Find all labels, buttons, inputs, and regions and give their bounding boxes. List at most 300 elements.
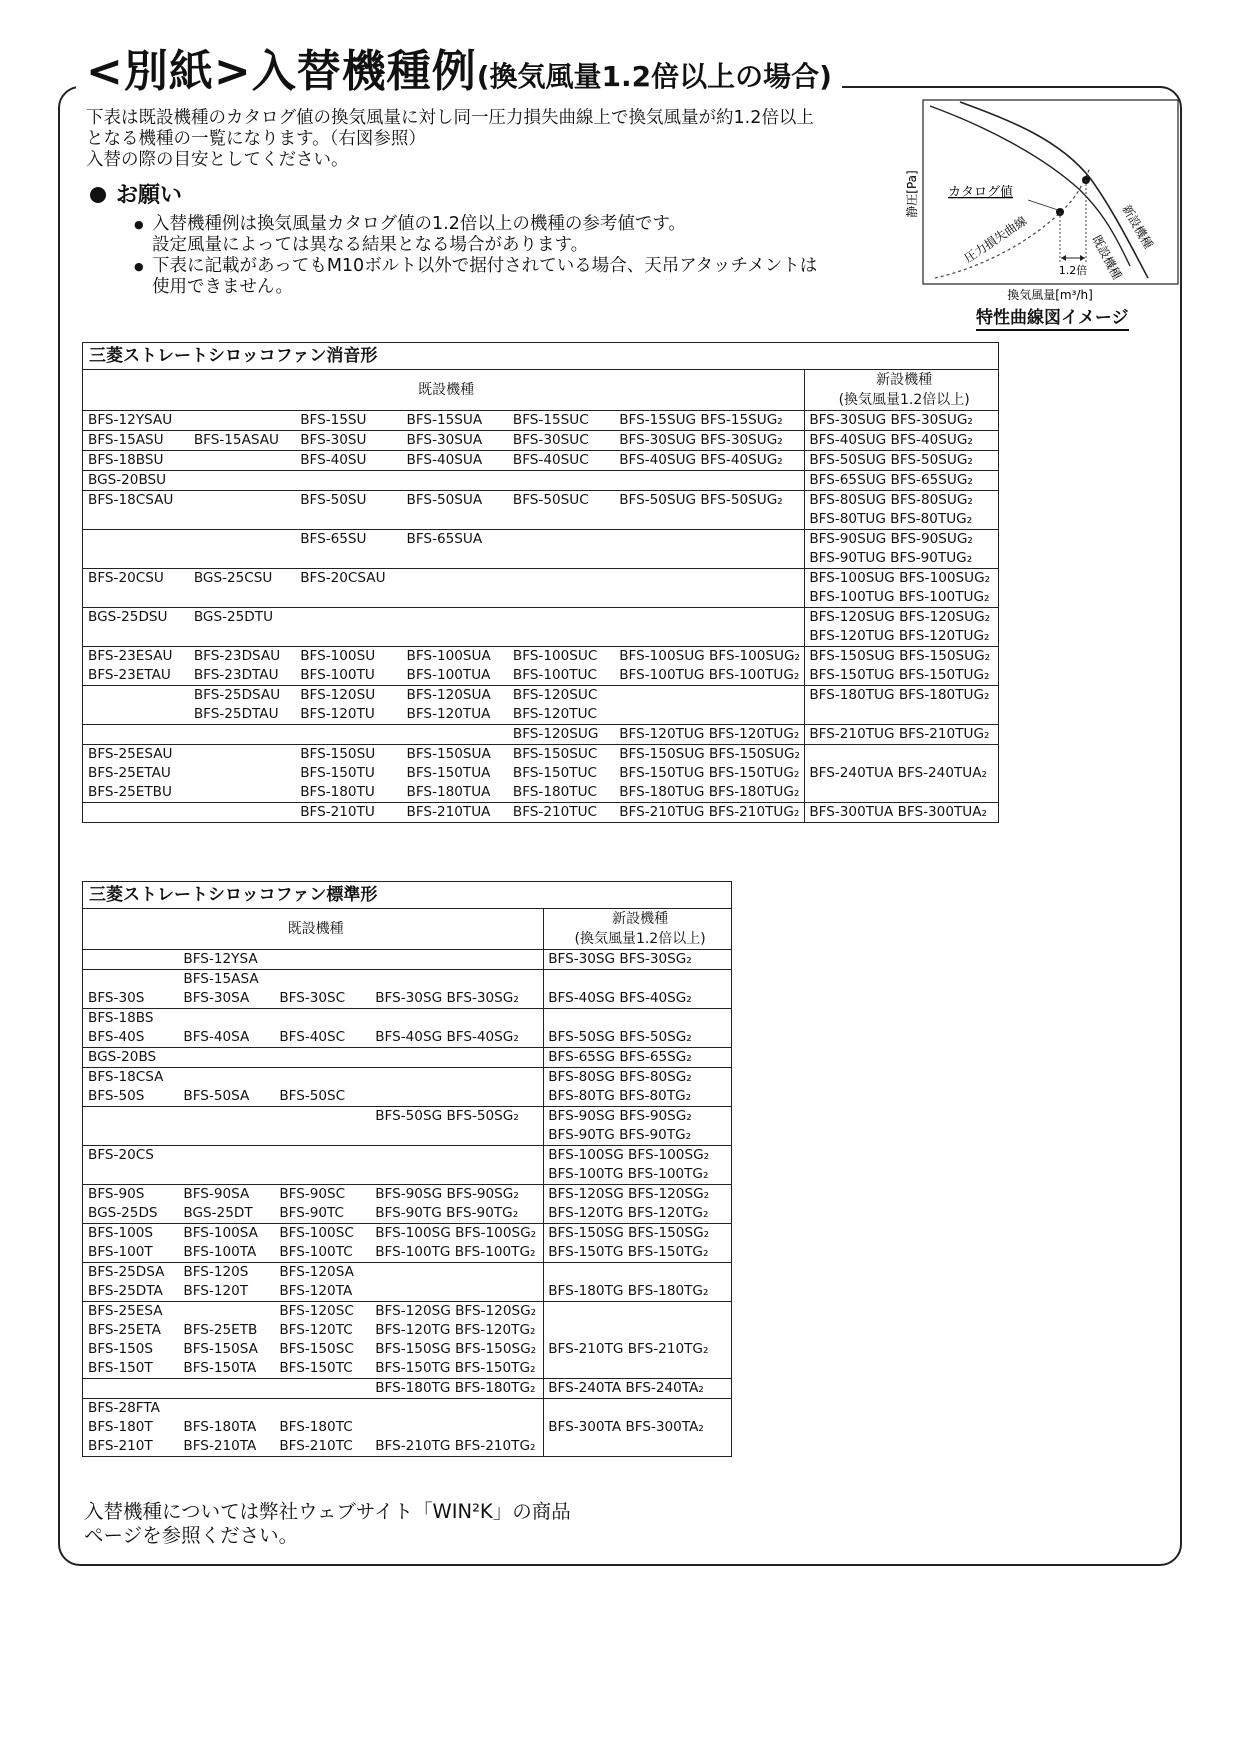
existing-model-cell: BFS-12YSA	[178, 950, 274, 970]
new-model-cell: BFS-90SUG BFS-90SUG₂	[805, 530, 999, 550]
existing-model-cell: BFS-150TUC	[512, 765, 598, 781]
page-title-sub: (換気風量1.2倍以上の場合)	[476, 60, 832, 93]
header-new-line: 新設機種	[612, 911, 669, 927]
new-model-cell: BFS-150SUG BFS-150SUG₂	[805, 647, 999, 667]
existing-model-cell	[402, 510, 508, 530]
existing-model-cell	[402, 549, 508, 569]
existing-model-cell	[508, 471, 614, 491]
existing-model-cell: BFS-18CSAU	[83, 491, 189, 511]
existing-model-cell: BFS-120TUG BFS-120TUG₂	[614, 725, 805, 745]
existing-model-cell	[614, 569, 805, 589]
existing-model-cell	[370, 1263, 543, 1283]
existing-model-cell: BFS-100S	[83, 1224, 179, 1244]
existing-model-cell: BFS-23ESAU	[83, 647, 189, 667]
table-row	[83, 411, 999, 431]
existing-model-cell: BFS-120SUG	[508, 725, 614, 745]
existing-model-cell	[274, 1126, 370, 1146]
existing-model-cell: BFS-150SUC	[508, 745, 614, 765]
existing-model-cell: BGS-25DTU	[189, 608, 295, 628]
existing-model-cell: BFS-15ASA	[178, 970, 274, 990]
existing-model-cell	[295, 608, 401, 628]
existing-model-cell	[614, 588, 805, 608]
table-row	[83, 1146, 732, 1166]
existing-model-cell	[189, 803, 295, 823]
table-row	[83, 1282, 732, 1302]
table-row	[83, 764, 999, 783]
existing-model-cell	[274, 1379, 370, 1399]
existing-model-cell	[402, 608, 508, 628]
existing-model-cell	[402, 627, 508, 647]
existing-model-cell: BFS-100T	[88, 1244, 153, 1260]
existing-model-cell: BFS-210TC	[279, 1438, 353, 1454]
catalog-label: カタログ値	[948, 185, 1014, 200]
existing-model-cell	[614, 705, 805, 725]
existing-model-cell: BFS-180TUG BFS-180TUG₂	[619, 784, 800, 800]
existing-model-cell: BFS-15SUA	[402, 411, 508, 431]
request-heading-text: お願い	[116, 183, 183, 208]
existing-model-cell: BFS-20CS	[83, 1146, 179, 1166]
existing-model-cell: BFS-210TU	[295, 803, 401, 823]
ratio-label: 1.2倍	[1058, 264, 1088, 277]
new-model-cell: BFS-240TUA BFS-240TUA₂	[805, 764, 999, 783]
new-model-cell	[544, 1263, 732, 1283]
existing-model-cell	[178, 1165, 274, 1185]
diagram-x-axis-label: 換気風量[m³/h]	[1007, 288, 1093, 302]
existing-model-cell: BFS-90TG BFS-90TG₂	[375, 1205, 519, 1221]
existing-model-cell	[83, 803, 189, 823]
existing-model-cell: BFS-15SUG BFS-15SUG₂	[614, 411, 805, 431]
new-model-cell: BFS-40SUG BFS-40SUG₂	[805, 431, 999, 451]
table-row	[83, 471, 999, 491]
existing-model-cell: BGS-20BS	[83, 1048, 179, 1068]
existing-model-cell: BFS-25ETB	[183, 1322, 258, 1338]
existing-model-cell	[83, 705, 189, 725]
table-row	[83, 1107, 732, 1127]
existing-model-cell: BGS-20BSU	[83, 471, 189, 491]
existing-model-cell: BFS-150S	[88, 1341, 154, 1357]
footer-line: ページを参照ください。	[84, 1524, 299, 1547]
existing-model-cell: BFS-100SUG BFS-100SUG₂	[614, 647, 805, 667]
existing-model-cell: BFS-210TG BFS-210TG₂	[375, 1438, 536, 1454]
new-model-label: 新設機種	[1119, 202, 1156, 252]
intro-line: 下表は既設機種のカタログ値の換気風量に対し同一圧力損失曲線上で換気風量が約1.2倍以上	[86, 108, 814, 128]
header-new-line: 新設機種	[876, 372, 933, 388]
table-row	[83, 431, 999, 451]
existing-model-cell: BFS-40SC	[279, 1029, 346, 1045]
existing-model-cell	[508, 510, 614, 530]
existing-model-cell: BFS-30SC	[279, 990, 346, 1006]
page-title-main: <別紙>入替機種例	[86, 46, 477, 97]
existing-model-cell	[178, 1146, 274, 1166]
header-new	[544, 909, 732, 950]
existing-model-cell	[189, 491, 295, 511]
existing-model-cell	[370, 970, 543, 990]
existing-model-cell: BFS-120SG BFS-120SG₂	[370, 1302, 543, 1322]
bullet-dot-icon	[90, 187, 106, 203]
header-new-line: (換気風量1.2倍以上)	[574, 931, 706, 947]
existing-model-cell	[189, 627, 295, 647]
existing-model-cell: BGS-25DS	[88, 1205, 158, 1221]
catalog-leader	[1028, 200, 1058, 210]
existing-model-cell: BFS-18BS	[83, 1009, 179, 1029]
new-model-cell	[544, 1399, 732, 1419]
new-model-cell: BFS-90TG BFS-90TG₂	[544, 1126, 732, 1146]
table-row	[83, 1399, 732, 1419]
existing-model-cell: BFS-120SA	[274, 1263, 370, 1283]
new-model-cell: BFS-80TUG BFS-80TUG₂	[805, 510, 999, 530]
table-row	[83, 725, 999, 745]
existing-model-cell: BFS-100SU	[295, 647, 401, 667]
new-model-cell	[544, 1302, 732, 1322]
existing-model-cell: BFS-40S	[88, 1029, 145, 1045]
table-row	[83, 1321, 732, 1340]
existing-model-cell	[370, 1146, 543, 1166]
table-row	[83, 745, 999, 765]
table-row	[83, 1087, 732, 1107]
new-model-cell	[805, 745, 999, 765]
existing-model-cell: BGS-25DSU	[83, 608, 189, 628]
table-row	[83, 530, 999, 550]
existing-model-cell: BFS-180TU	[300, 784, 375, 800]
table-row	[83, 627, 999, 647]
existing-model-cell	[83, 1379, 179, 1399]
existing-model-cell: BFS-100TUG BFS-100TUG₂	[619, 667, 800, 683]
existing-model-cell	[508, 549, 614, 569]
header-existing: 既設機種	[83, 370, 805, 411]
existing-model-cell: BFS-50SUG BFS-50SUG₂	[614, 491, 805, 511]
existing-model-cell: BFS-25DTAU	[193, 706, 279, 722]
table-row	[83, 950, 732, 970]
existing-model-cell	[402, 471, 508, 491]
existing-model-cell	[83, 549, 189, 569]
existing-model-cell	[189, 471, 295, 491]
existing-model-cell: BFS-50SA	[183, 1088, 250, 1104]
table-row	[83, 451, 999, 471]
new-model-cell: BFS-90TUG BFS-90TUG₂	[805, 549, 999, 569]
existing-model-cell	[274, 1146, 370, 1166]
new-model-cell: BFS-100TG BFS-100TG₂	[544, 1165, 732, 1185]
new-model-cell: BFS-120TG BFS-120TG₂	[544, 1204, 732, 1224]
existing-model-cell: BFS-180T	[88, 1419, 153, 1435]
existing-model-cell	[402, 588, 508, 608]
existing-model-cell: BFS-90SA	[178, 1185, 274, 1205]
existing-model-cell: BFS-150SA	[183, 1341, 258, 1357]
existing-model-cell	[178, 1068, 274, 1088]
new-model-cell: BFS-80SG BFS-80SG₂	[544, 1068, 732, 1088]
table-row	[83, 666, 999, 686]
existing-model-cell: BFS-12YSAU	[83, 411, 189, 431]
existing-model-cell: BFS-150SUA	[402, 745, 508, 765]
new-model-cell: BFS-65SUG BFS-65SUG₂	[805, 471, 999, 491]
existing-model-cell	[189, 764, 295, 783]
diagram-caption: 特性曲線図イメージ	[976, 307, 1129, 331]
existing-model-cell	[178, 1107, 274, 1127]
existing-model-cell: BFS-180TG BFS-180TG₂	[370, 1379, 543, 1399]
table-row	[83, 510, 999, 530]
existing-model-cell: BFS-25ESA	[83, 1302, 179, 1322]
existing-model-cell	[83, 588, 189, 608]
new-model-cell	[805, 705, 999, 725]
request-item	[134, 214, 894, 256]
existing-model-cell: BFS-20CSAU	[295, 569, 401, 589]
header-new-line: (換気風量1.2倍以上)	[838, 392, 970, 408]
table-caption: 三菱ストレートシロッコファン標準形	[83, 882, 732, 909]
table-row	[83, 608, 999, 628]
existing-model-cell: BFS-40SUG BFS-40SUG₂	[614, 451, 805, 471]
existing-model-cell: BFS-100SC	[274, 1224, 370, 1244]
characteristic-curve-diagram	[900, 98, 1182, 330]
existing-model-cell: BFS-15ASAU	[189, 431, 295, 451]
request-list	[134, 214, 894, 298]
existing-model-cell	[508, 569, 614, 589]
existing-model-cell	[178, 1399, 274, 1419]
existing-model-cell: BFS-50SUA	[402, 491, 508, 511]
existing-model-cell: BFS-65SU	[295, 530, 401, 550]
table-row	[83, 1068, 732, 1088]
table-row	[83, 1340, 732, 1359]
new-model-cell: BFS-30SG BFS-30SG₂	[544, 950, 732, 970]
new-model-cell: BFS-180TUG BFS-180TUG₂	[805, 686, 999, 706]
existing-model-cell	[295, 627, 401, 647]
existing-model-cell	[614, 686, 805, 706]
existing-model-cell: BFS-100TG BFS-100TG₂	[375, 1244, 536, 1260]
existing-model-cell: BFS-150SC	[279, 1341, 354, 1357]
table-row	[83, 783, 999, 803]
existing-model-cell: BFS-120T	[183, 1283, 249, 1299]
request-item-text: 設定風量によっては異なる結果となる場合があります。	[152, 235, 589, 255]
new-model-cell: BFS-150TUG BFS-150TUG₂	[805, 666, 999, 686]
existing-model-cell: BFS-120TU	[300, 706, 375, 722]
existing-model-cell: BFS-25ETA	[88, 1322, 161, 1338]
existing-model-cell	[274, 1165, 370, 1185]
new-model-cell: BFS-80SUG BFS-80SUG₂	[805, 491, 999, 511]
existing-model-cell: BFS-120SC	[274, 1302, 370, 1322]
table-row	[83, 549, 999, 569]
existing-model-cell: BFS-100SA	[178, 1224, 274, 1244]
new-model-cell: BFS-30SUG BFS-30SUG₂	[805, 411, 999, 431]
existing-model-cell	[189, 588, 295, 608]
new-model-cell	[805, 783, 999, 803]
existing-model-cell: BFS-100SG BFS-100SG₂	[370, 1224, 543, 1244]
request-heading	[90, 184, 182, 208]
table-row	[83, 647, 999, 667]
new-model-cell: BFS-240TA BFS-240TA₂	[544, 1379, 732, 1399]
existing-model-cell	[614, 510, 805, 530]
existing-model-cell: BFS-40SU	[295, 451, 401, 471]
new-model-cell: BFS-100TUG BFS-100TUG₂	[805, 588, 999, 608]
existing-model-cell: BFS-15SUC	[508, 411, 614, 431]
existing-model-cell	[189, 411, 295, 431]
table-row	[83, 686, 999, 706]
table-row	[83, 1437, 732, 1457]
new-model-cell: BFS-100SG BFS-100SG₂	[544, 1146, 732, 1166]
existing-model-cell: BFS-150TA	[183, 1360, 257, 1376]
existing-model-cell: BFS-210TUA	[402, 803, 508, 823]
table-row	[83, 491, 999, 511]
existing-model-cell	[83, 686, 189, 706]
existing-model-cell	[508, 627, 614, 647]
footer-note	[84, 1500, 571, 1548]
existing-model-cell: BFS-150T	[88, 1360, 153, 1376]
existing-model-cell: BFS-18CSA	[83, 1068, 179, 1088]
existing-model-cell: BFS-23DTAU	[193, 667, 279, 683]
request-item-text: 使用できません。	[152, 277, 294, 297]
existing-model-cell: BFS-25ESAU	[83, 745, 189, 765]
table-silent-type	[82, 342, 999, 823]
existing-model-cell	[370, 1165, 543, 1185]
existing-model-cell: BFS-30SU	[295, 431, 401, 451]
existing-model-cell	[189, 549, 295, 569]
existing-model-cell: BFS-120SU	[295, 686, 401, 706]
existing-model-cell: BFS-40SUA	[402, 451, 508, 471]
existing-model-cell	[274, 1009, 370, 1029]
existing-model-cell: BFS-100SUA	[402, 647, 508, 667]
existing-model-cell: BFS-120SUA	[402, 686, 508, 706]
existing-model-cell	[370, 1087, 543, 1107]
existing-model-cell: BFS-210TA	[183, 1438, 257, 1454]
existing-model-cell: BFS-40SA	[183, 1029, 250, 1045]
existing-model-cell	[83, 725, 189, 745]
existing-model-cell	[402, 725, 508, 745]
existing-model-cell: BFS-25ETAU	[88, 765, 171, 781]
existing-model-cell	[370, 1068, 543, 1088]
existing-model-cell	[614, 530, 805, 550]
existing-model-cell	[295, 510, 401, 530]
new-model-cell: BFS-210TG BFS-210TG₂	[544, 1340, 732, 1359]
existing-model-cell: BFS-25DSAU	[189, 686, 295, 706]
existing-model-cell	[83, 1126, 179, 1146]
intro-line: 入替の際の目安としてください。	[86, 150, 349, 170]
table-row	[83, 970, 732, 990]
existing-model-cell: BFS-15SU	[295, 411, 401, 431]
existing-model-cell	[178, 1009, 274, 1029]
table-row	[83, 1009, 732, 1029]
existing-model-cell: BFS-28FTA	[83, 1399, 179, 1419]
existing-model-cell: BFS-150TG BFS-150TG₂	[375, 1360, 536, 1376]
existing-model-cell: BFS-180TC	[279, 1419, 353, 1435]
diagram-y-axis-label: 静圧[Pa]	[905, 170, 919, 218]
existing-model-cell	[370, 950, 543, 970]
existing-model-cell: BFS-23DSAU	[189, 647, 295, 667]
existing-model-cell: BFS-120TUC	[512, 706, 598, 722]
existing-model-cell: BFS-15ASU	[83, 431, 189, 451]
existing-model-cell: BFS-100TA	[183, 1244, 257, 1260]
existing-model-cell	[189, 530, 295, 550]
existing-model-cell: BFS-50SUC	[508, 491, 614, 511]
existing-model-cell	[189, 725, 295, 745]
existing-model-cell	[274, 970, 370, 990]
existing-model-cell: BFS-50SU	[295, 491, 401, 511]
existing-model-cell	[508, 530, 614, 550]
existing-model-cell: BFS-90S	[83, 1185, 179, 1205]
existing-model-cell: BFS-150TUA	[406, 765, 491, 781]
existing-model-cell: BFS-180TUC	[512, 784, 598, 800]
new-model-cell: BFS-40SG BFS-40SG₂	[544, 989, 732, 1009]
existing-model-cell: BFS-100TUC	[512, 667, 598, 683]
table-row	[83, 1185, 732, 1205]
existing-model-cell	[370, 1282, 543, 1302]
new-model-cell	[544, 1437, 732, 1457]
intro-line: となる機種の一覧になります。（右図参照）	[86, 129, 426, 149]
existing-model-cell: BFS-50SC	[279, 1088, 346, 1104]
existing-model-cell	[614, 608, 805, 628]
existing-model-cell	[83, 530, 189, 550]
existing-model-cell	[614, 471, 805, 491]
existing-model-cell: BFS-210TUC	[508, 803, 614, 823]
new-model-cell: BFS-180TG BFS-180TG₂	[544, 1282, 732, 1302]
existing-model-cell	[178, 1126, 274, 1146]
request-item	[134, 256, 894, 298]
existing-model-cell: BFS-120SUC	[508, 686, 614, 706]
existing-model-cell: BFS-210TUG BFS-210TUG₂	[614, 803, 805, 823]
existing-model-cell	[83, 627, 189, 647]
existing-model-cell: BFS-120TUA	[406, 706, 491, 722]
header-new	[805, 370, 999, 411]
existing-model-cell	[274, 1107, 370, 1127]
new-model-cell: BFS-300TUA BFS-300TUA₂	[805, 803, 999, 823]
existing-model-cell	[370, 1126, 543, 1146]
existing-model-cell: BFS-25DSA	[83, 1263, 179, 1283]
existing-model-cell: BFS-100TU	[300, 667, 375, 683]
existing-model-cell: BGS-25DT	[183, 1205, 253, 1221]
existing-model-cell	[402, 569, 508, 589]
page-title	[76, 46, 842, 97]
new-model-cell: BFS-210TUG BFS-210TUG₂	[805, 725, 999, 745]
existing-model-cell: BFS-210T	[88, 1438, 153, 1454]
new-model-cell: BFS-120SG BFS-120SG₂	[544, 1185, 732, 1205]
existing-model-cell: BFS-100TUA	[406, 667, 491, 683]
existing-model-cell: BFS-150SG BFS-150SG₂	[375, 1341, 537, 1357]
table-standard-type	[82, 881, 732, 1457]
footer-line: 入替機種については弊社ウェブサイト「WIN²K」の商品	[84, 1500, 571, 1523]
existing-model-cell	[83, 510, 189, 530]
new-model-cell: BFS-100SUG BFS-100SUG₂	[805, 569, 999, 589]
existing-model-cell	[508, 588, 614, 608]
new-model-cell	[544, 1321, 732, 1340]
existing-model-cell	[274, 1399, 370, 1419]
existing-model-cell	[189, 745, 295, 765]
existing-model-cell	[295, 471, 401, 491]
existing-model-cell: BFS-150SUG BFS-150SUG₂	[614, 745, 805, 765]
new-model-cell: BFS-300TA BFS-300TA₂	[544, 1418, 732, 1437]
new-model-cell: BFS-150SG BFS-150SG₂	[544, 1224, 732, 1244]
existing-model-cell: BFS-100TC	[279, 1244, 353, 1260]
table-row	[83, 1243, 732, 1263]
existing-model-cell	[274, 950, 370, 970]
new-model-cell: BFS-50SG BFS-50SG₂	[544, 1028, 732, 1048]
existing-model-cell	[295, 725, 401, 745]
existing-model-cell	[370, 1009, 543, 1029]
existing-model-cell: BFS-50S	[88, 1088, 145, 1104]
new-model-cell: BFS-65SG BFS-65SG₂	[544, 1048, 732, 1068]
existing-model-cell: BFS-30SA	[183, 990, 250, 1006]
table-row	[83, 803, 999, 823]
existing-model-cell	[83, 1107, 179, 1127]
existing-model-cell: BFS-18BSU	[83, 451, 189, 471]
existing-model-cell: BFS-30SUC	[508, 431, 614, 451]
table-row	[83, 1224, 732, 1244]
existing-model-cell: BFS-25ETBU	[88, 784, 172, 800]
existing-model-cell: BFS-30SG BFS-30SG₂	[375, 990, 519, 1006]
existing-model-cell: BFS-20CSU	[83, 569, 189, 589]
new-model-cell	[544, 1009, 732, 1029]
existing-model-cell	[274, 1068, 370, 1088]
table-caption: 三菱ストレートシロッコファン消音形	[83, 343, 999, 370]
existing-model-cell: BFS-30SUA	[402, 431, 508, 451]
existing-model-label: 既設機種	[1089, 232, 1125, 282]
existing-model-cell	[370, 1399, 543, 1419]
new-model-cell	[544, 1359, 732, 1379]
